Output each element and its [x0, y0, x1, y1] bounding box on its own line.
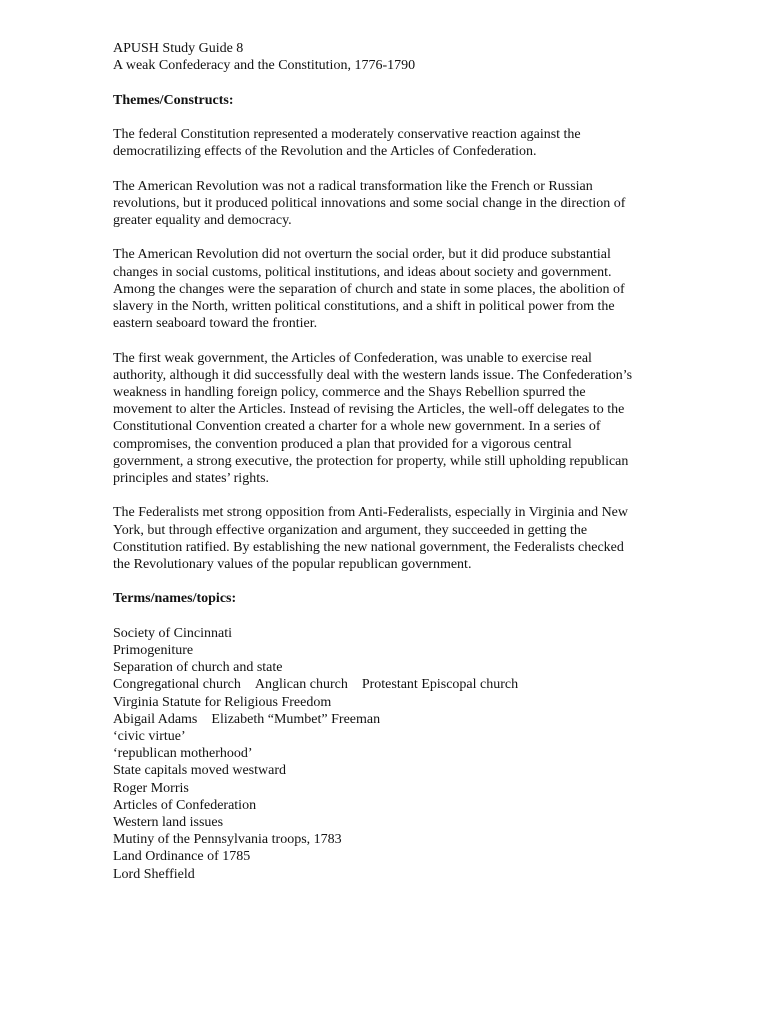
paragraph-line: democratilizing effects of the Revolution and the Articles of Confederation.: [113, 144, 537, 160]
term-row: [113, 728, 693, 745]
spacer: [113, 487, 693, 504]
term-item: Protestant Episcopal church: [361, 677, 519, 693]
paragraph-line: eastern seaboard toward the frontier.: [113, 316, 318, 332]
paragraph-line: York, but through effective organization and argument, they succeeded in getting the: [113, 522, 588, 538]
paragraph-line: The American Revolution was not a radical transformation like the French or Russian: [113, 178, 593, 194]
theme-paragraph: [113, 126, 693, 160]
paragraph-line: The federal Constitution represented a moderately conservative reaction against the: [113, 126, 581, 142]
term-item: Land Ordinance of 1785: [113, 849, 251, 865]
themes-body: [113, 126, 693, 590]
spacer: [113, 332, 693, 349]
term-item: Abigail Adams: [113, 711, 198, 727]
paragraph-line: weakness in handling foreign policy, commerce and the Shays Rebellion spurred the: [113, 384, 586, 400]
spacer: [113, 109, 693, 126]
term-item: Congregational church: [113, 677, 241, 693]
paragraph-line: compromises, the convention produced a plan that provided for a vigorous central: [113, 436, 572, 452]
term-item: Western land issues: [113, 815, 224, 831]
paragraph-line: government, a strong executive, the protection for property, while still upholding republican: [113, 453, 629, 469]
term-item: ‘civic virtue’: [113, 729, 186, 744]
term-item: Society of Cincinnati: [113, 625, 232, 641]
term-row: [113, 694, 693, 711]
term-row: [113, 745, 693, 762]
spacer: [113, 608, 693, 625]
term-item: ‘republican motherhood’: [113, 746, 253, 762]
term-item: Elizabeth “Mumbet” Freeman: [211, 711, 381, 727]
term-item: Anglican church: [254, 677, 348, 693]
paragraph-line: principles and states’ rights.: [113, 471, 270, 486]
term-item: Mutiny of the Pennsylvania troops, 1783: [113, 832, 342, 848]
term-row: [113, 848, 693, 865]
theme-paragraph: [113, 350, 693, 488]
term-item: Separation of church and state: [113, 660, 283, 676]
spacer: [113, 229, 693, 246]
paragraph-line: movement to alter the Articles. Instead of revising the Articles, the well-off delegates to the: [113, 402, 625, 418]
term-row: [113, 762, 693, 779]
paragraph-line: revolutions, but it produced political innovations and some social change in the direction of: [113, 195, 626, 211]
themes-heading: Themes/Constructs:: [113, 92, 234, 108]
terms-heading: Terms/names/topics:: [113, 591, 237, 607]
theme-paragraph: [113, 504, 693, 573]
term-item: Primogeniture: [113, 642, 194, 658]
paragraph-line: The American Revolution did not overturn the social order, but it did produce substantial: [113, 247, 611, 263]
paragraph-line: the Revolutionary values of the popular republican government.: [113, 557, 472, 572]
term-item: State capitals moved westward: [113, 763, 287, 779]
document-title: APUSH Study Guide 8: [113, 41, 244, 56]
term-item: Articles of Confederation: [113, 797, 257, 813]
spacer: [113, 74, 693, 91]
term-row: [113, 780, 693, 797]
paragraph-line: Constitution ratified. By establishing the new national government, the Federalists checked: [113, 539, 624, 555]
paragraph-line: slavery in the North, written political constitutions, and a shift in political power from the: [113, 298, 615, 314]
paragraph-line: Constitutional Convention created a charter for a whole new government. In a series of: [113, 419, 601, 435]
spacer: [113, 573, 693, 590]
theme-paragraph: [113, 178, 693, 230]
spacer: [113, 160, 693, 177]
term-row: [113, 797, 693, 814]
term-row: [113, 711, 693, 728]
document-page: [113, 40, 693, 883]
document-subtitle: A weak Confederacy and the Constitution, 1776-1790: [113, 58, 416, 74]
term-row: [113, 831, 693, 848]
term-row: [113, 625, 693, 642]
term-item: Roger Morris: [113, 780, 189, 796]
paragraph-line: The first weak government, the Articles of Confederation, was unable to exercise real: [113, 350, 592, 366]
term-row: [113, 676, 693, 693]
paragraph-line: greater equality and democracy.: [113, 212, 292, 228]
term-row: [113, 814, 693, 831]
term-row: [113, 659, 693, 676]
paragraph-line: Among the changes were the separation of church and state in some places, the abolition of: [113, 281, 625, 297]
term-row: [113, 642, 693, 659]
paragraph-line: changes in social customs, political institutions, and ideas about society and government.: [113, 264, 612, 280]
paragraph-line: authority, although it did successfully deal with the western lands issue. The Confederation’s: [113, 367, 633, 383]
terms-list: [113, 625, 693, 883]
term-row: [113, 866, 693, 883]
theme-paragraph: [113, 246, 693, 332]
term-item: Lord Sheffield: [113, 866, 195, 882]
paragraph-line: The Federalists met strong opposition from Anti-Federalists, especially in Virginia and New: [113, 505, 628, 521]
term-item: Virginia Statute for Religious Freedom: [113, 694, 332, 710]
